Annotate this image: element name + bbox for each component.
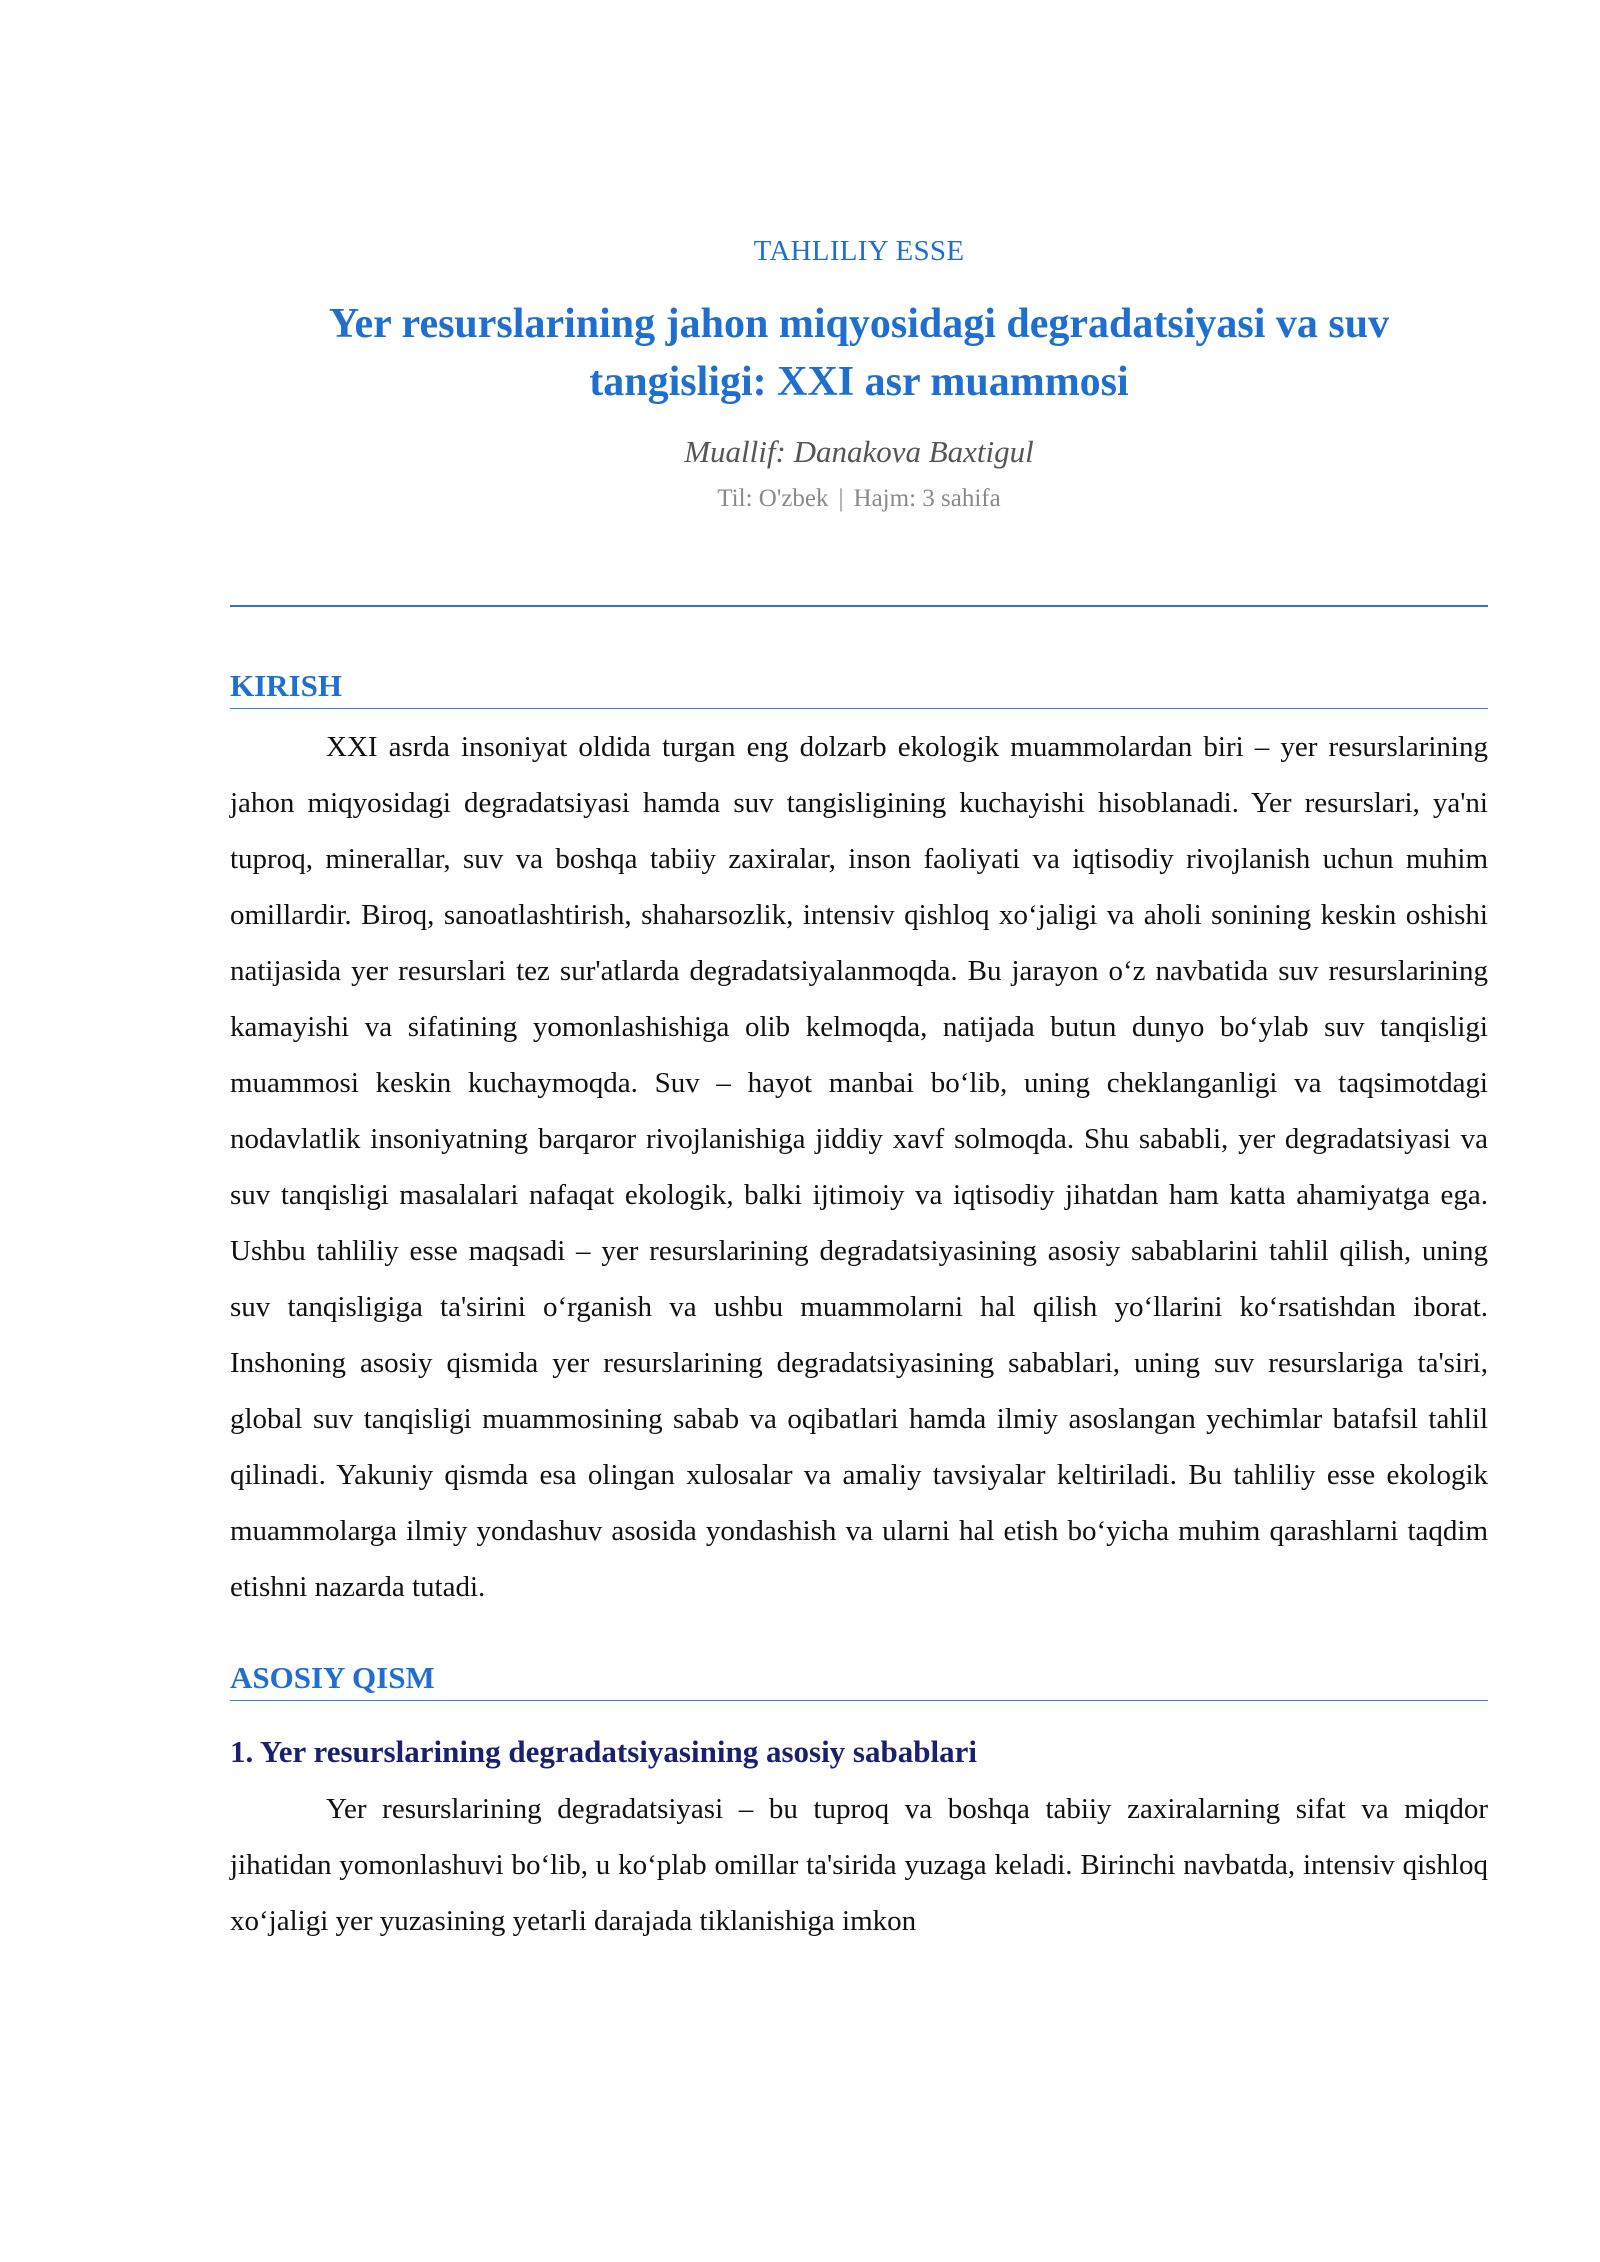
subsection-1-paragraph: Yer resurslarining degradatsiyasi – bu tuproq va boshqa tabiiy zaxiralarning sifat va miqdor jihatidan yomonlashuvi bo‘lib, u ko‘plab omillar ta'sirida yuzaga keladi. Birinchi navbatda, intensiv qishloq xo‘jaligi yer yuzasining yetarli darajada tiklanishiga imkon	[230, 1793, 1488, 1937]
meta-separator: |	[838, 485, 844, 512]
section-heading-main: ASOSIY QISM	[230, 1659, 1488, 1701]
subsection-heading-1: 1. Yer resurslarining degradatsiyasining asosiy sabablari	[230, 1734, 977, 1769]
language-info: Til: O'zbek	[717, 485, 829, 512]
intro-paragraph: XXI asrda insoniyat oldida turgan eng dolzarb ekologik muammolardan biri – yer resurslarining jahon miqyosidagi degradatsiyasi hamda suv tangisligining kuchayishi hisoblanadi. Yer resurslari, ya'ni tuproq, minerallar, suv va boshqa tabiiy zaxiralar, inson faoliyati va iqtisodiy rivojlanish uchun muhim omillardir. Biroq, sanoatlashtirish, shaharsozlik, intensiv qishloq xo‘jaligi va aholi sonining keskin oshishi natijasida yer resurslari tez sur'atlarda degradatsiyalanmoqda. Bu jarayon o‘z navbatida suv resurslarining kamayishi va sifatining yomonlashishiga olib kelmoqda, natijada butun dunyo bo‘ylab suv tanqisligi muammosi keskin kuchaymoqda. Suv – hayot manbai bo‘lib, uning cheklanganligi va taqsimotdagi nodavlatlik insoniyatning barqaror rivojlanishiga jiddiy xavf solmoqda. Shu sababli, yer degradatsiyasi va suv tanqisligi masalalari nafaqat ekologik, balki ijtimoiy va iqtisodiy jihatdan ham katta ahamiyatga ega. Ushbu tahliliy esse maqsadi – yer resurslarining degradatsiyasining asosiy sabablarini tahlil qilish, uning suv tanqisligiga ta'sirini o‘rganish va ushbu muammolarni hal qilish yo‘llarini ko‘rsatishdan iborat. Inshoning asosiy qismida yer resurslarining degradatsiyasining sabablari, uning suv resurslariga ta'siri, global suv tanqisligi muammosining sabab va oqibatlari hamda ilmiy asoslangan yechimlar batafsil tahlil qilinadi. Yakuniy qismda esa olingan xulosalar va amaliy tavsiyalar keltiriladi. Bu tahliliy esse ekologik muammolarga ilmiy yondashuv asosida yondashish va ularni hal etish bo‘yicha muhim qarashlarni taqdim etishni nazarda tutadi.	[230, 731, 1488, 1603]
document-meta	[230, 483, 1488, 515]
document-page	[230, 0, 1488, 1949]
volume-info: Hajm: 3 sahifa	[853, 485, 1001, 512]
header-divider	[230, 605, 1488, 607]
document-title: Yer resurslarining jahon miqyosidagi degradatsiyasi va suv tangisligi: XXI asr muammosi	[328, 301, 1390, 405]
document-type-label: TAHLILIY ESSE	[753, 235, 965, 267]
section-heading-intro: KIRISH	[230, 667, 1488, 709]
document-author: Muallif: Danakova Baxtigul	[684, 434, 1034, 469]
